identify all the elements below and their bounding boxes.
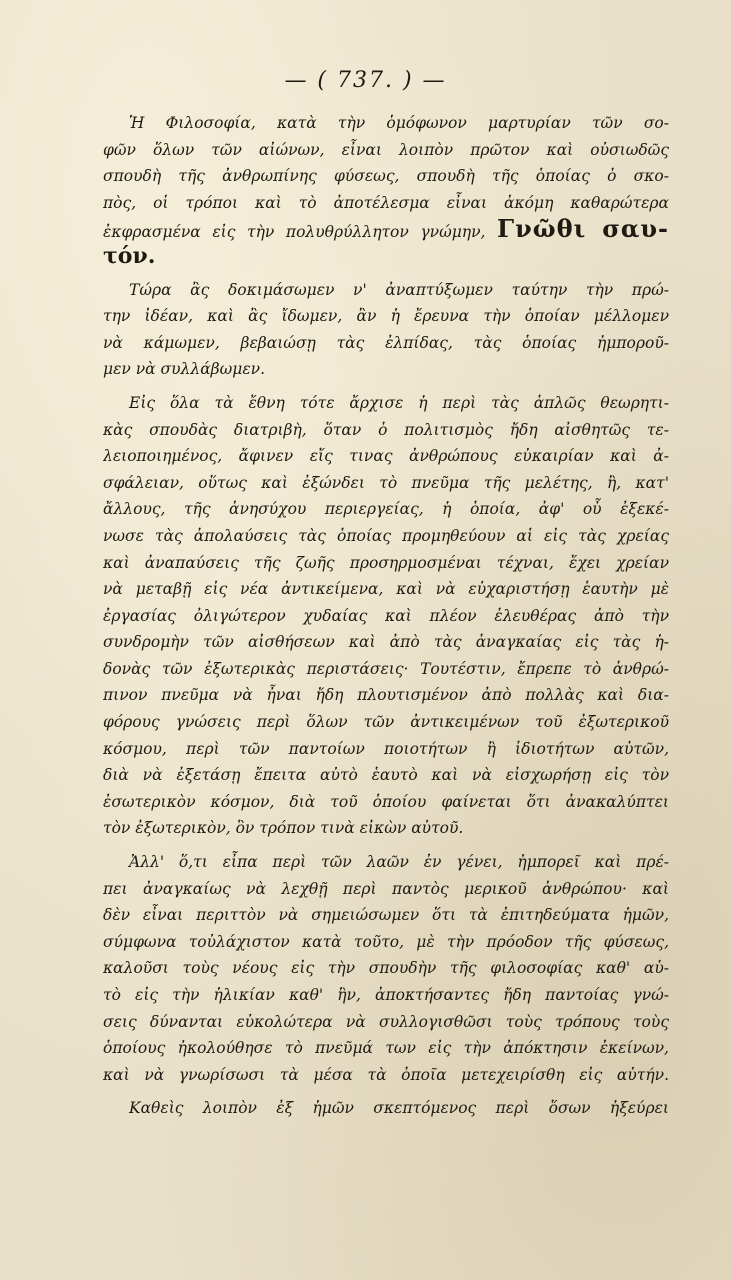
text-line: κόσμου, περὶ τῶν παντοίων ποιοτήτων ἢ ἰδιοτήτων αὐτῶν, [103, 739, 669, 758]
text-line: λειοποιημένος, ἄφινεν εἴς τινας ἀνθρώπους εὐκαιρίαν καὶ ἀ- [103, 447, 669, 466]
text-line: συνδρομὴν τῶν αἰσθήσεων καὶ ἀπὸ τὰς ἀναγκαίας εἰς τὰς ἡ- [103, 633, 669, 652]
motto-continuation: τόν. [103, 242, 156, 269]
text-line: κὰς σπουδὰς διατριβὴ, ὅταν ὁ πολιτισμὸς ἤδη αἰσθητῶς τε- [103, 420, 669, 439]
text-line [103, 243, 669, 270]
text-line: σφάλειαν, οὕτως καὶ ἐξώνδει τὸ πνεῦμα τῆς μελέτης, ἢ, κατ' [103, 473, 669, 492]
text-line: καὶ ἀναπαύσεις τῆς ζωῆς προσηρμοσμέναι τέχναι, ἔχει χρείαν [103, 553, 669, 572]
text-line: ἐσωτερικὸν κόσμον, διὰ τοῦ ὁποίου φαίνεται ὅτι ἀνακαλύπτει [103, 792, 669, 811]
text-line: Καθεὶς λοιπὸν ἐξ ἡμῶν σκεπτόμενος περὶ ὅσων ἠξεύρει [129, 1099, 669, 1118]
text-line: δονὰς τῶν ἐξωτερικὰς περιστάσεις· Τουτέστιν, ἔπρεπε τὸ ἀνθρώ- [103, 659, 669, 678]
text-line: πὸς, οἱ τρόποι καὶ τὸ ἀποτέλεσμα εἶναι ἀκόμη καθαρώτερα [103, 193, 669, 212]
text-line: την ἰδέαν, καὶ ἂς ἴδωμεν, ἂν ἡ ἔρευνα τὴν ὁποίαν μέλλομεν [103, 307, 669, 326]
text-line: νὰ κάμωμεν, βεβαιώσῃ τὰς ἐλπίδας, τὰς ὁποίας ἠμποροῦ- [103, 333, 669, 352]
text-line: καλοῦσι τοὺς νέους εἰς τὴν σπουδὴν τῆς φιλοσοφίας καθ' αὑ- [103, 959, 669, 978]
text-line: Εἰς ὅλα τὰ ἔθνη τότε ἄρχισε ἡ περὶ τὰς ἁπλῶς θεωρητι- [129, 393, 669, 412]
paragraph-3 [103, 390, 669, 842]
text-line: δὲν εἶναι περιττὸν νὰ σημειώσωμεν ὅτι τὰ ἐπιτηδεύματα ἡμῶν, [103, 906, 669, 925]
text-line: Ἀλλ' ὅ,τι εἶπα περὶ τῶν λαῶν ἐν γένει, ἠμπορεῖ καὶ πρέ- [129, 853, 669, 872]
text-segment: ἐκφρασμένα εἰς τὴν πολυθρύλλητον γνώμην, [103, 223, 486, 242]
text-line: πει ἀναγκαίως νὰ λεχθῇ περὶ παντὸς μερικοῦ ἀνθρώπου· καὶ [103, 879, 669, 898]
paragraph-1 [103, 110, 669, 270]
paragraph-4 [103, 849, 669, 1088]
text-line: τὸ εἰς τὴν ἡλικίαν καθ' ἣν, ἀποκτήσαντες ἤδη παντοίας γνώ- [103, 986, 669, 1004]
text-line: νωσε τὰς ἀπολαύσεις τὰς ὁποίας προμηθεύουν αἱ εἰς τὰς χρείας [103, 526, 669, 545]
text-line: πινον πνεῦμα νὰ ἦναι ἤδη πλουτισμένον ἀπὸ πολλὰς καὶ δια- [103, 686, 669, 705]
paragraph-5 [103, 1095, 669, 1122]
text-line: καὶ νὰ γνωρίσωσι τὰ μέσα τὰ ὁποῖα μετεχειρίσθη εἰς αὐτήν. [103, 1065, 669, 1084]
text-line: Ἡ Φιλοσοφία, κατὰ τὴν ὁμόφωνον μαρτυρίαν τῶν σο- [129, 114, 669, 132]
page-text [103, 110, 669, 1129]
text-line: μεν νὰ συλλάβωμεν. [103, 360, 266, 379]
text-line: σύμφωνα τοὐλάχιστον κατὰ τοῦτο, μὲ τὴν πρόοδον τῆς φύσεως, [103, 932, 669, 951]
text-line: νὰ μεταβῇ εἰς νέα ἀντικείμενα, καὶ νὰ εὐχαριστήσῃ ἑαυτὴν μὲ [103, 580, 669, 599]
text-line: σεις δύνανται εὐκολώτερα νὰ συλλογισθῶσι τοὺς τρόπους τοὺς [103, 1012, 669, 1031]
page-header: — ( 737. ) — [284, 68, 447, 93]
text-line: σπουδὴ τῆς ἀνθρωπίνης φύσεως, σπουδὴ τῆς ὁποίας ὁ σκο- [103, 167, 669, 186]
text-line: Τώρα ἂς δοκιμάσωμεν ν' ἀναπτύξωμεν ταύτην τὴν πρώ- [129, 280, 669, 299]
paragraph-2 [103, 277, 669, 383]
text-line: ἐργασίας ὀλιγώτερον χυδαίας καὶ πλέον ἐλευθέρας ἀπὸ τὴν [103, 606, 669, 625]
text-line: διὰ νὰ ἐξετάσῃ ἔπειτα αὐτὸ ἑαυτὸ καὶ νὰ εἰσχωρήσῃ εἰς τὸν [103, 766, 669, 785]
text-line: φῶν ὅλων τῶν αἰώνων, εἶναι λοιπὸν πρῶτον καὶ οὐσιωδῶς [103, 140, 669, 159]
text-line-with-motto [103, 216, 669, 243]
motto-gnothi-sauton: Γνῶθι σαυ- [497, 216, 669, 243]
text-line: ὁποίους ἠκολούθησε τὸ πνεῦμά των εἰς τὴν ἀπόκτησιν ἐκείνων, [103, 1039, 669, 1058]
text-line: τὸν ἐξωτερικὸν, ὃν τρόπον τινὰ εἰκὼν αὐτοῦ. [103, 819, 464, 838]
text-line: φόρους γνώσεις περὶ ὅλων τῶν ἀντικειμένων τοῦ ἐξωτερικοῦ [103, 713, 669, 732]
text-line: ἄλλους, τῆς ἀνησύχου περιεργείας, ἡ ὁποία, ἀφ' οὗ ἐξεκέ- [103, 500, 669, 519]
